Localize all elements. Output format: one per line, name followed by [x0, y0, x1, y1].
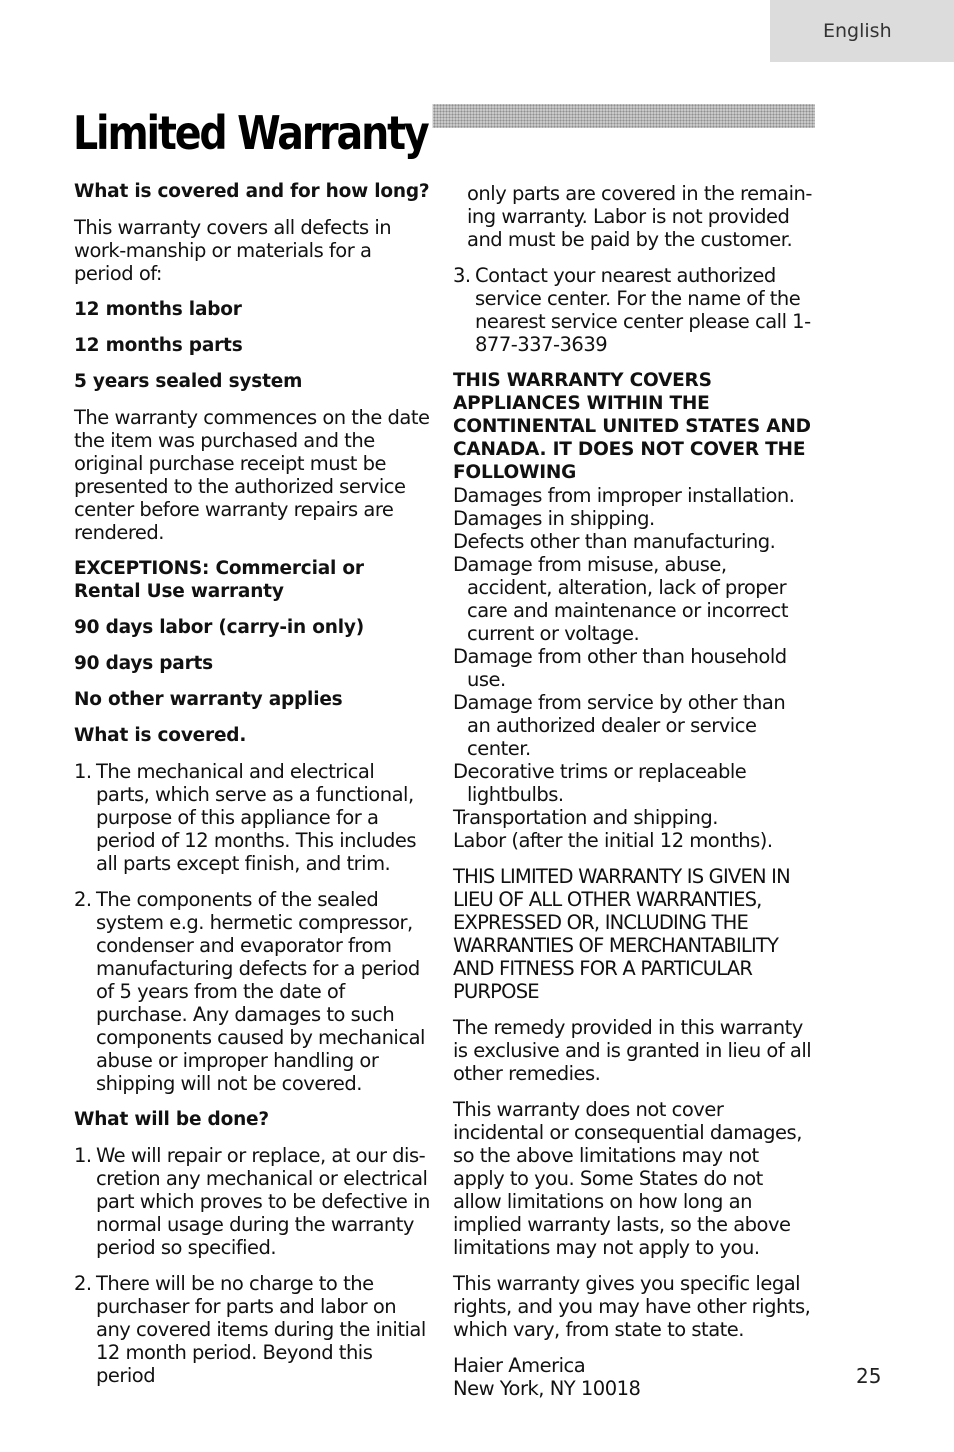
company-address: New York, NY 10018 [453, 1377, 641, 1400]
covered-intro: This warranty covers all defects in work-manship or materials for a period of: [74, 216, 392, 285]
exclusion-item: Transportation and shipping. [453, 806, 718, 829]
left-column [74, 180, 430, 1400]
list-text: The mechanical and electrical parts, which serve as a functional, purpose of this appliance for a period of 12 months. This includes all parts except finish, and trim. [96, 760, 417, 875]
term-labor: 12 months labor [74, 299, 242, 320]
language-tab: English [770, 0, 954, 62]
covered-heading: What is covered and for how long? [74, 181, 430, 202]
list-item [453, 264, 813, 356]
exclusion-item: Damages in shipping. [453, 507, 655, 530]
term-sealed-system: 5 years sealed system [74, 371, 303, 392]
exception-no-other: No other warranty applies [74, 689, 343, 710]
term-parts: 12 months parts [74, 335, 243, 356]
remedy-text: The remedy provided in this warranty is exclusive and is granted in lieu of all other remedies. [453, 1016, 812, 1085]
list-text: We will repair or replace, at our dis-cretion any mechanical or electrical part which proves to be defective in normal usage during the warranty period so specified. [96, 1144, 430, 1259]
list-item [74, 888, 430, 1095]
incidental-text: This warranty does not cover incidental or consequential damages, so the above limitations may not apply to you. Some States do not allow limitations on how long an implied warranty lasts, so the above limitations may not apply to you. [453, 1098, 802, 1259]
what-is-covered-heading: What is covered. [74, 725, 247, 746]
list-item [74, 1272, 430, 1387]
done-list [74, 1144, 430, 1387]
exception-parts: 90 days parts [74, 653, 213, 674]
page-number: 25 [856, 1364, 882, 1388]
list-number: 2. [74, 1272, 92, 1295]
exclusion-item: Decorative trims or replaceable lightbulbs. [453, 760, 747, 806]
covered-list [74, 760, 430, 1095]
list-text: There will be no charge to the purchaser for parts and labor on any covered items during the initial 12 month period. Beyond this period [96, 1272, 426, 1387]
page-title: Limited Warranty [73, 104, 433, 162]
list-item [74, 760, 430, 875]
list-item [74, 1144, 430, 1259]
continued-text: only parts are covered in the remain-ing warranty. Labor is not provided and must be paid by the customer. [467, 182, 812, 251]
exclusions-list [453, 484, 813, 852]
list-text: Contact your nearest authorized service center. For the name of the nearest service center please call 1-877-337-3639 [475, 264, 811, 356]
exclusion-item: Defects other than manufacturing. [453, 530, 776, 553]
exclusion-item: Damage from misuse, abuse, accident, alteration, lack of proper care and maintenance or incorrect current or voltage. [453, 553, 788, 645]
right-column [453, 182, 813, 1400]
what-will-be-done-heading: What will be done? [74, 1109, 269, 1130]
exclusion-item: Damages from improper installation. [453, 484, 795, 507]
company-name: Haier America [453, 1354, 586, 1377]
list-number: 1. [74, 760, 92, 783]
list-number: 3. [453, 264, 471, 287]
rights-text: This warranty gives you specific legal rights, and you may have other rights, which vary, from state to state. [453, 1272, 811, 1341]
list-text: The components of the sealed system e.g. hermetic compressor, condenser and evaporator from manufacturing defects for a period of 5 years from the date of purchase. Any damages to such components caused by mechanical abuse or improper handling or shipping will not be covered. [96, 888, 425, 1095]
list-number: 1. [74, 1144, 92, 1167]
exclusion-item: Damage from service by other than an authorized dealer or service center. [453, 691, 786, 760]
exceptions-heading: EXCEPTIONS: Commercial or Rental Use warranty [74, 558, 364, 602]
exclusion-item: Damage from other than household use. [453, 645, 787, 691]
service-list [453, 264, 813, 356]
limited-statement: THIS LIMITED WARRANTY IS GIVEN IN LIEU OF ALL OTHER WARRANTIES, EXPRESSED OR, INCLUDING THE WARRANTIES OF MERCHANTABILITY AND FITNESS FOR A PARTICULAR PURPOSE [453, 865, 790, 1003]
coverage-heading: THIS WARRANTY COVERS APPLIANCES WITHIN THE CONTINENTAL UNITED STATES AND CANADA. IT DOES NOT COVER THE FOLLOWING [453, 370, 811, 483]
list-number: 2. [74, 888, 92, 911]
exception-labor: 90 days labor (carry-in only) [74, 617, 364, 638]
exclusion-item: Labor (after the initial 12 months). [453, 829, 773, 852]
commence-text: The warranty commences on the date the item was purchased and the original purchase receipt must be presented to the authorized service center before warranty repairs are rendered. [74, 406, 430, 544]
